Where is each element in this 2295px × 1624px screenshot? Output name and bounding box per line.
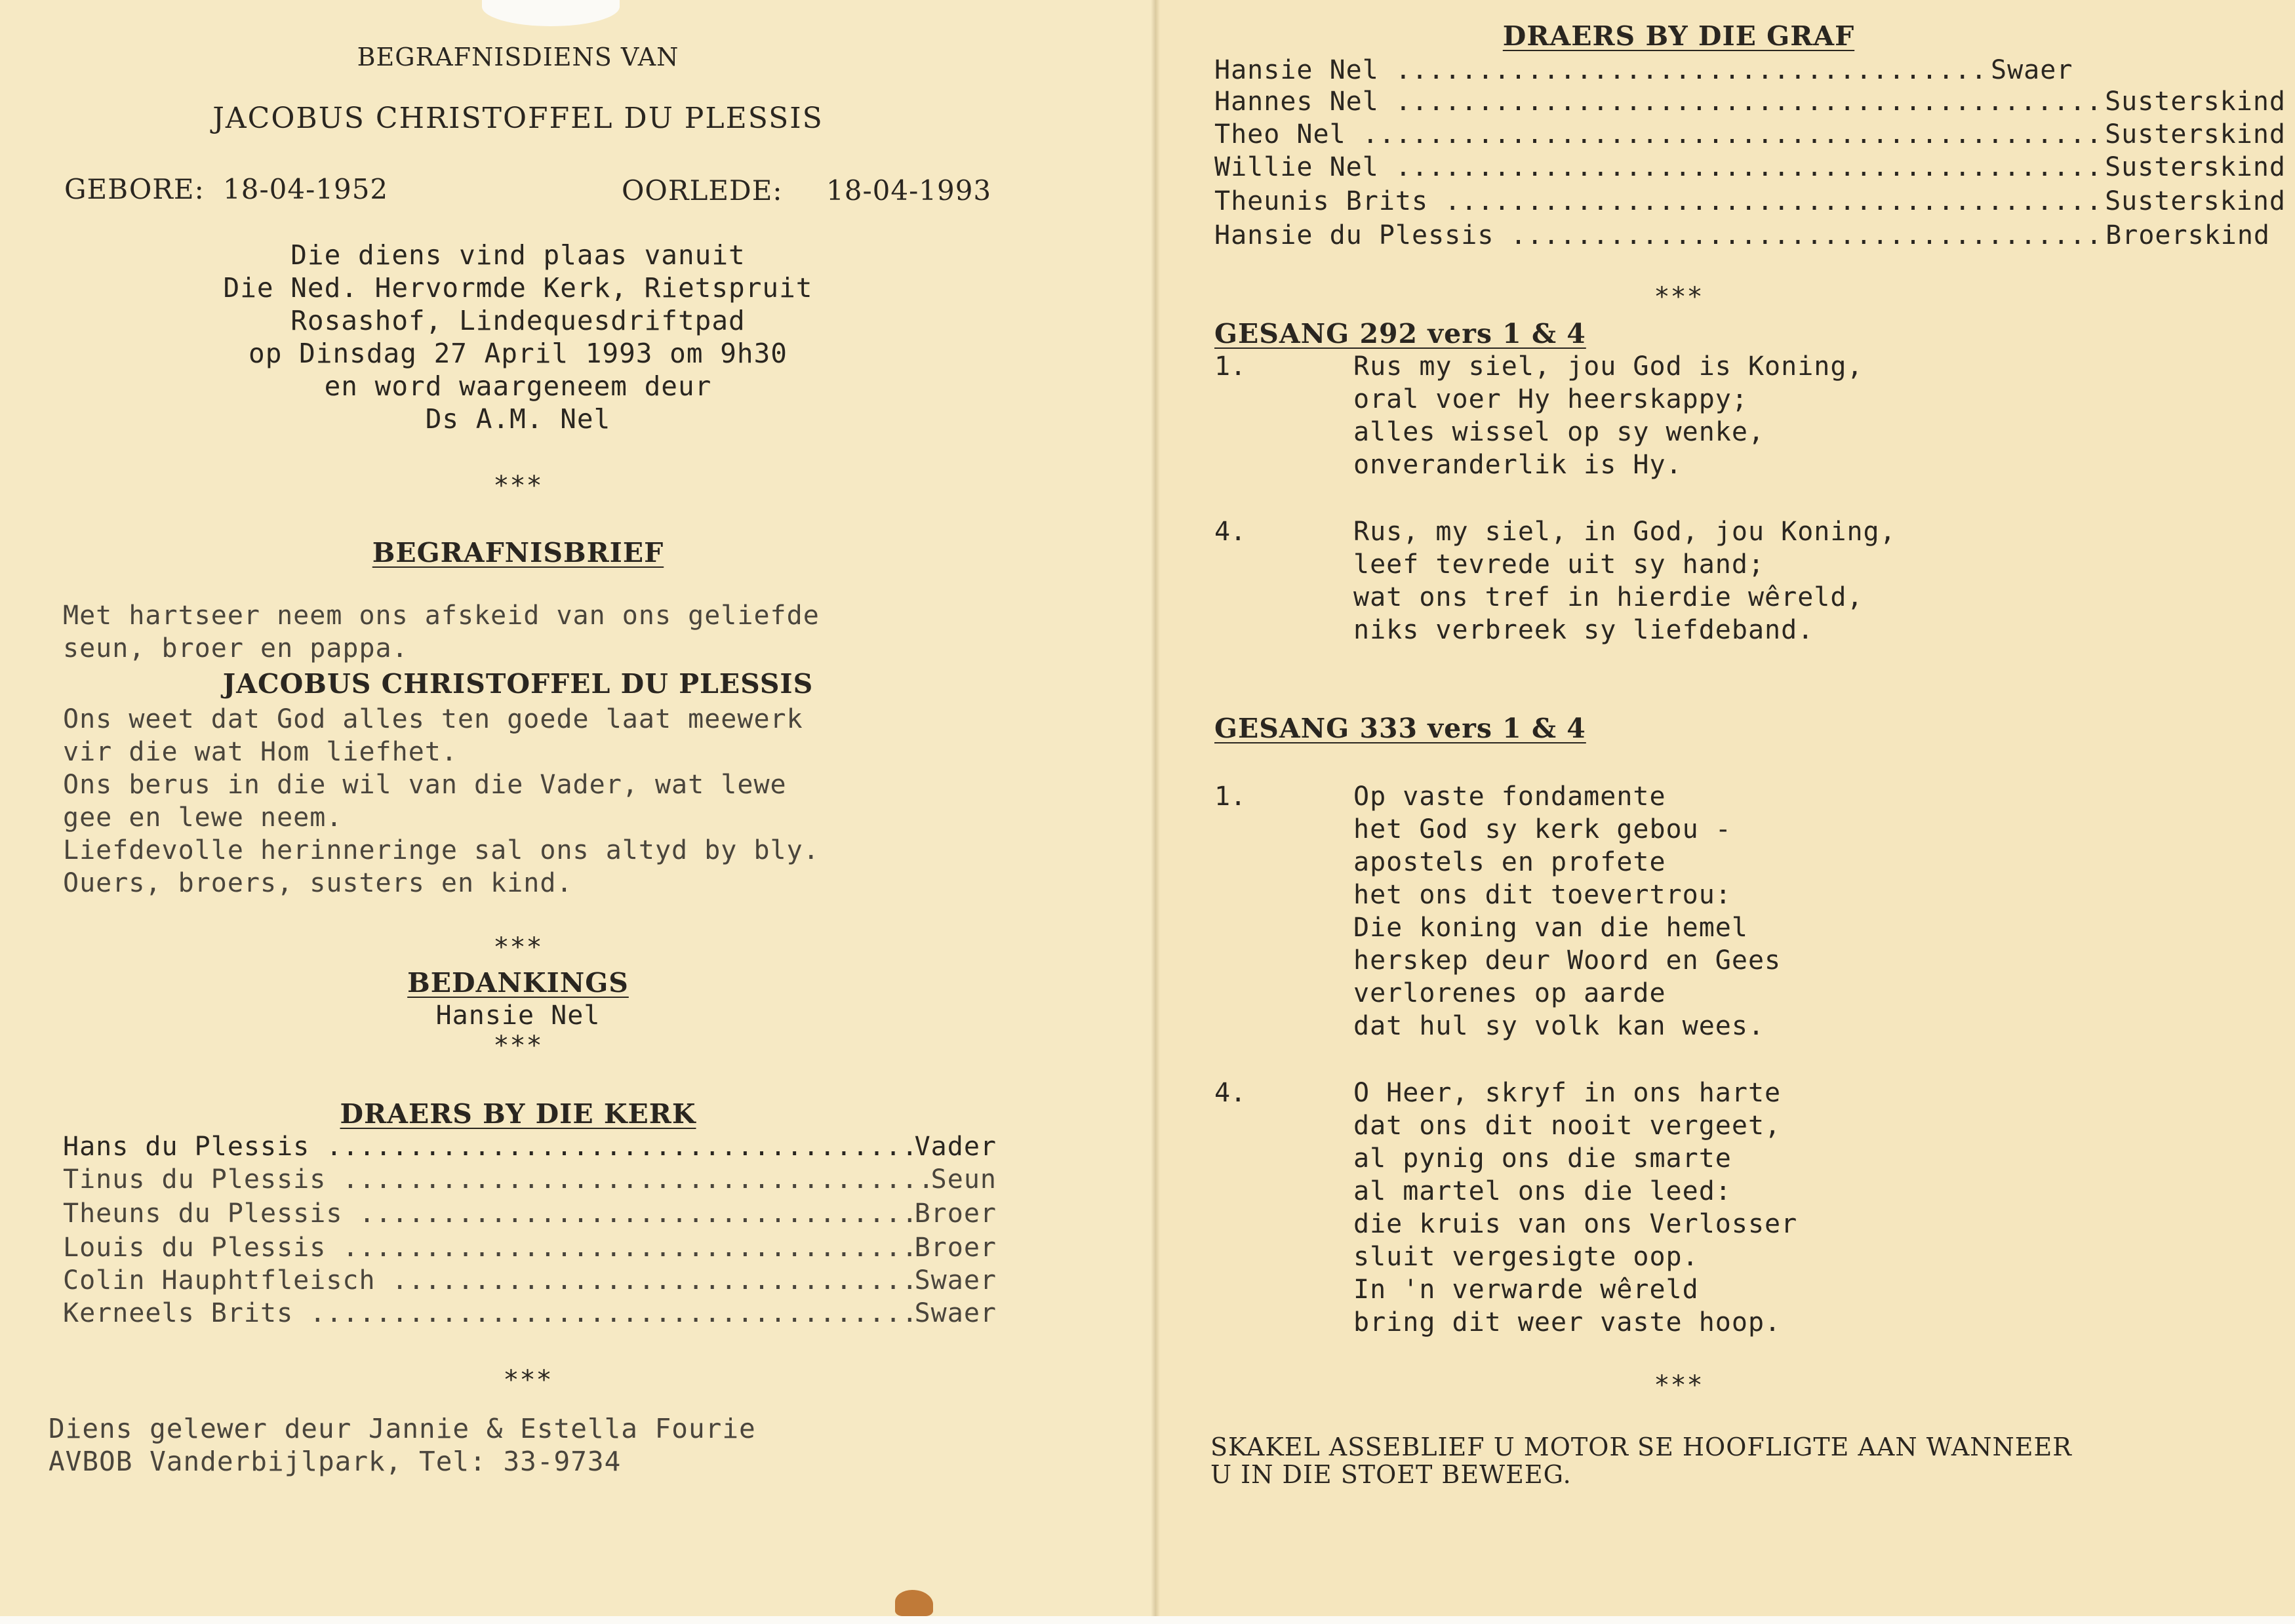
letter-line: gee en lewe neem. (63, 802, 343, 833)
verse-line: verlorenes op aarde (1353, 978, 1666, 1008)
grave-bearer-row (1214, 85, 2286, 118)
letter-line: Met hartseer neem ons afskeid van ons geliefde (63, 601, 820, 631)
hymn-333-title: GESANG 333 vers 1 & 4 (1214, 713, 1586, 744)
bearer-role: Seun (930, 1164, 997, 1195)
bearer-row (63, 1197, 997, 1230)
verse-line: oral voer Hy heerskappy; (1353, 384, 1748, 414)
verse-line: Rus, my siel, in God, jou Koning, (1353, 517, 1896, 547)
letter-line: vir die wat Hom liefhet. (63, 737, 458, 767)
bearer-role: Susterskind (2105, 186, 2286, 216)
bearers-grave-title: DRAERS BY DIE GRAF (1502, 20, 1855, 52)
grave-bearer-row (1214, 54, 2185, 87)
letter-title: BEGRAFNISBRIEF (372, 537, 664, 568)
hymn-333-verse-1 (1353, 780, 1781, 1042)
separator: *** (503, 1365, 553, 1395)
hymn-292-title: GESANG 292 vers 1 & 4 (1214, 318, 1586, 349)
verse-line: sluit vergesigte oop. (1353, 1242, 1699, 1272)
verse-line: al martel ons die leed: (1353, 1176, 1732, 1206)
bearer-name: Willie Nel ..... (1214, 151, 2102, 184)
verse-line: bring dit weer vaste hoop. (1353, 1307, 1782, 1337)
verse-line: In 'n verwarde wêreld (1353, 1275, 1699, 1305)
verse-line: het ons dit toevertrou: (1353, 880, 1732, 910)
died-date: 18-04-1993 (826, 174, 992, 207)
grave-bearer-row (1214, 185, 2286, 218)
letter-line: Ons weet dat God alles ten goede laat meewerk (63, 704, 803, 734)
separator: *** (1654, 282, 1704, 312)
verse-line: onveranderlik is Hy. (1353, 450, 1683, 480)
letter-text (63, 599, 820, 665)
grave-bearer-row (1214, 118, 2286, 151)
bearer-row (63, 1264, 997, 1297)
thanks-title: BEDANKINGS (407, 967, 629, 999)
hymn-333-verse-4 (1353, 1077, 1797, 1339)
service-header: BEGRAFNISDIENS VAN (357, 43, 679, 71)
bearer-row (63, 1231, 997, 1264)
bearer-role: Vader (914, 1132, 997, 1162)
bearer-name: Colin Hauphtfleisch ..... (63, 1264, 912, 1297)
verse-number: 1. (1214, 782, 1247, 812)
verse-line: het God sy kerk gebou - (1353, 814, 1732, 844)
verse-line: herskep deur Woord en Gees (1353, 945, 1782, 976)
verse-line: alles wissel op sy wenke, (1353, 417, 1765, 447)
headlights-notice (1210, 1433, 2072, 1488)
verse-line: Die koning van die hemel (1353, 913, 1748, 943)
bearer-role: Broer (914, 1198, 997, 1229)
bearer-name: Louis du Plessis ..... (63, 1231, 912, 1264)
letter-line: Liefdevolle herinneringe sal ons altyd by bly. (63, 835, 820, 865)
bearer-name: Hans du Plessis ..... (63, 1130, 912, 1163)
born-label: GEBORE: (64, 173, 205, 205)
bearer-role: Swaer (1991, 55, 2073, 85)
verse-number: 4. (1214, 517, 1247, 547)
bearer-role: Swaer (914, 1298, 997, 1328)
grave-bearer-row (1214, 219, 2270, 252)
notice-line: U IN DIE STOET BEWEEG. (1210, 1460, 1572, 1489)
notice-line: SKAKEL ASSEBLIEF U MOTOR SE HOOFLIGTE AAN WANNEER (1210, 1433, 2072, 1461)
bearer-row (63, 1163, 997, 1196)
separator: *** (493, 471, 543, 501)
bearer-role: Susterskind (2105, 119, 2286, 149)
bearer-name: Theunis Brits ..... (1214, 185, 2102, 218)
bearer-role: Swaer (914, 1265, 997, 1296)
verse-line: O Heer, skryf in ons harte (1353, 1078, 1782, 1108)
service-line: Die diens vind plaas vanuit (290, 239, 746, 271)
bearer-name: Hannes Nel ..... (1214, 85, 2102, 118)
grave-bearer-row (1214, 151, 2286, 184)
service-line: Rosashof, Lindequesdriftpad (290, 305, 746, 336)
bearer-role: Susterskind (2105, 152, 2286, 182)
born-date: 18-04-1952 (223, 173, 389, 205)
letter-line: seun, broer en pappa. (63, 633, 409, 663)
verse-line: al pynig ons die smarte (1353, 1143, 1732, 1174)
deceased-name: JACOBUS CHRISTOFFEL DU PLESSIS (212, 102, 824, 135)
separator: *** (493, 1031, 543, 1061)
bearer-name: Hansie Nel ..... (1214, 54, 1988, 87)
bearer-role: Susterskind (2105, 87, 2286, 117)
verse-line: die kruis van ons Verlosser (1353, 1209, 1798, 1239)
bearers-church-title: DRAERS BY DIE KERK (340, 1098, 696, 1130)
service-line: op Dinsdag 27 April 1993 om 9h30 (249, 338, 788, 369)
footer-line: Diens gelewer deur Jannie & Estella Fourie (49, 1413, 756, 1444)
footer (49, 1412, 756, 1478)
verse-number: 1. (1214, 351, 1247, 382)
letter-name: JACOBUS CHRISTOFFEL DU PLESSIS (222, 668, 814, 700)
bearer-name: Tinus du Plessis ..... (63, 1163, 928, 1196)
footer-line: AVBOB Vanderbijlpark, Tel: 33-9734 (49, 1446, 622, 1477)
verse-line: apostels en profete (1353, 847, 1666, 877)
bearer-name: Theuns du Plessis ..... (63, 1197, 912, 1230)
paper-stain (895, 1590, 933, 1616)
center-fold (1151, 0, 1160, 1616)
bearer-name: Theo Nel ..... (1214, 118, 2102, 151)
service-details (0, 239, 1036, 435)
service-line: Die Ned. Hervormde Kerk, Rietspruit (223, 272, 813, 304)
letter-line: Ouers, broers, susters en kind. (63, 868, 573, 898)
bearer-name: Hansie du Plessis ..... (1214, 219, 2103, 252)
bearer-role: Broerskind (2105, 220, 2270, 250)
bearer-name: Kerneels Brits ..... (63, 1297, 912, 1330)
bearer-row (63, 1130, 997, 1163)
verse-line: niks verbreek sy liefdeband. (1353, 615, 1814, 645)
died-label: OORLEDE: (622, 174, 783, 207)
verse-line: leef tevrede uit sy hand; (1353, 549, 1765, 580)
verse-line: dat hul sy volk kan wees. (1353, 1011, 1765, 1041)
verse-line: Op vaste fondamente (1353, 782, 1666, 812)
letter-text-2 (63, 703, 820, 900)
separator: *** (1654, 1370, 1704, 1400)
service-line: en word waargeneem deur (324, 370, 712, 402)
verse-number: 4. (1214, 1078, 1247, 1108)
thanks-name: Hansie Nel (435, 1000, 601, 1031)
bearer-row (63, 1297, 997, 1330)
bearer-role: Broer (914, 1233, 997, 1263)
verse-line: dat ons dit nooit vergeet, (1353, 1111, 1782, 1141)
service-line: Ds A.M. Nel (425, 403, 611, 435)
hymn-292-verse-1 (1353, 350, 1864, 481)
hymn-292-verse-4 (1353, 515, 1896, 646)
verse-line: Rus my siel, jou God is Koning, (1353, 351, 1864, 382)
separator: *** (493, 932, 543, 962)
verse-line: wat ons tref in hierdie wêreld, (1353, 582, 1864, 612)
letter-line: Ons berus in die wil van die Vader, wat lewe (63, 770, 787, 800)
